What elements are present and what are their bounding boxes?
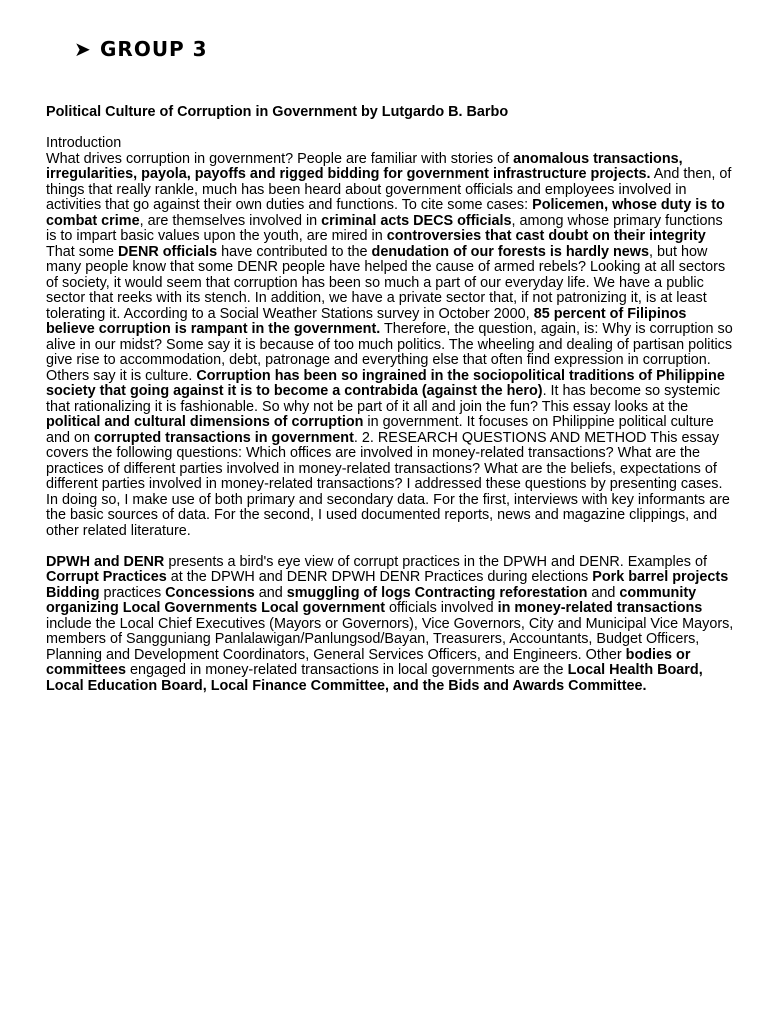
text-run: , are themselves involved in <box>139 212 322 229</box>
text-run: , but how many people know that some DENR people have helped the cause of armed rebels? Looking at all sectors of society, it would seem that corruption has been so much a part of our everyday life. We have a public sector that reeks with its stench. In addition, we have a private sector that, if not patronizing it, is at least tolerating it. According to a Social Weather Stations survey in October 2000, <box>46 243 726 322</box>
text-run: and <box>587 584 620 601</box>
text-run: What drives corruption in government? People are familiar with stories of <box>46 150 514 167</box>
bold-text-run: criminal acts DECS officials <box>321 212 512 229</box>
bold-text-run: denudation of our forests is hardly news <box>371 243 650 260</box>
introduction-label <box>46 136 736 152</box>
bold-text-run: in money-related transactions <box>497 600 703 616</box>
bold-text-run: corrupted transactions in government <box>94 429 354 446</box>
text-run: in government. It focuses on Philippine political culture and on <box>46 414 714 446</box>
bold-text-run: smuggling of logs Contracting reforestation <box>286 584 588 601</box>
text-run: include the Local Chief Executives (Mayors or Governors), Vice Governors, City and Municipal Vice Mayors, members of Sangguniang Panlalawigan/Panlungsod/Bayan, Treasurers, Accountants, Budget Officers, Planning and Development Coordinators, General Services Officers, and Engineers. Other <box>46 615 734 663</box>
bold-text-run: DPWH and DENR <box>46 553 165 570</box>
text-run: and <box>254 584 287 601</box>
text-run: engaged in money-related transactions in local governments are the <box>125 662 568 678</box>
bold-text-run: community organizing Local Governments Local government <box>46 584 697 616</box>
bold-text-run: Pork barrel projects Bidding <box>46 569 729 601</box>
text-run: at the DPWH and DENR DPWH DENR Practices during elections <box>166 569 593 585</box>
text-run: presents a bird's eye view of corrupt practices in the DPWH and DENR. Examples of <box>164 553 707 570</box>
bold-text-run: bodies or committees <box>46 646 691 678</box>
text-run: Therefore, the question, again, is: Why is corruption so alive in our midst? Some say it is because of too much politics. The wheeling and dealing of partisan politics give rise to accommodation, debt, patronage and everything else that often find expression in corruption. Others say it is culture. <box>46 321 733 384</box>
text-run: officials involved <box>385 600 498 616</box>
bold-text-run: controversies that cast doubt on their integrity <box>386 228 706 244</box>
dpwh-denr-paragraph <box>46 555 736 695</box>
text-run: , among whose primary functions is to impart basic values upon the youth, are mired in <box>46 212 723 244</box>
text-run: have contributed to the <box>217 243 372 260</box>
bold-text-run: DENR officials <box>117 243 218 260</box>
text-run: And then, of things that really rankle, much has been heard about government officials and employees involved in activities that go against their own duties and functions. To cite some cases: <box>46 166 732 213</box>
bold-text-run: anomalous transactions, irregularities, payola, payoffs and rigged bidding for government infrastructure projects. <box>46 150 683 182</box>
bold-text-run: Local Health Board, Local Education Board, Local Finance Committee, and the Bids and Awards Committee. <box>46 662 703 694</box>
bold-text-run: Corrupt Practices <box>46 569 167 585</box>
text-run: That some <box>46 243 118 260</box>
intro-paragraph <box>46 152 736 540</box>
bold-text-run: Concessions <box>165 584 255 601</box>
document-body <box>46 136 736 694</box>
group-heading-label: GROUP 3 <box>100 37 208 61</box>
bold-text-run: 85 percent of Filipinos believe corruption is rampant in the government. <box>46 305 687 337</box>
text-run: . 2. RESEARCH QUESTIONS AND METHOD This essay covers the following questions: Which offices are involved in money-related transactions? What are the practices of different parties involved in money-related transactions? What are the beliefs, expectations of different parties involved in money-related transactions? I addressed these questions by presenting cases. In doing so, I make use of both primary and secondary data. For the first, interviews with key informants are the basic sources of data. For the second, I used documented reports, news and magazine clippings, and other related literature. <box>46 429 730 539</box>
document-title: Political Culture of Corruption in Government by Lutgardo B. Barbo <box>46 104 509 120</box>
text-run: . It has become so systemic that rationalizing it is fashionable. So why not be part of it all and join the fun? This essay looks at the <box>46 383 721 415</box>
arrow-bullet-icon: ➤ <box>74 37 92 61</box>
bold-text-run: Corruption has been so ingrained in the sociopolitical traditions of Philippine society that going against it is to become a contrabida (against the hero) <box>46 367 725 399</box>
group-heading <box>74 34 208 64</box>
bold-text-run: Policemen, whose duty is to combat crime <box>46 197 725 229</box>
bold-text-run: political and cultural dimensions of corruption <box>46 414 364 430</box>
text-run: Introduction <box>46 135 122 151</box>
text-run: practices <box>99 584 166 601</box>
